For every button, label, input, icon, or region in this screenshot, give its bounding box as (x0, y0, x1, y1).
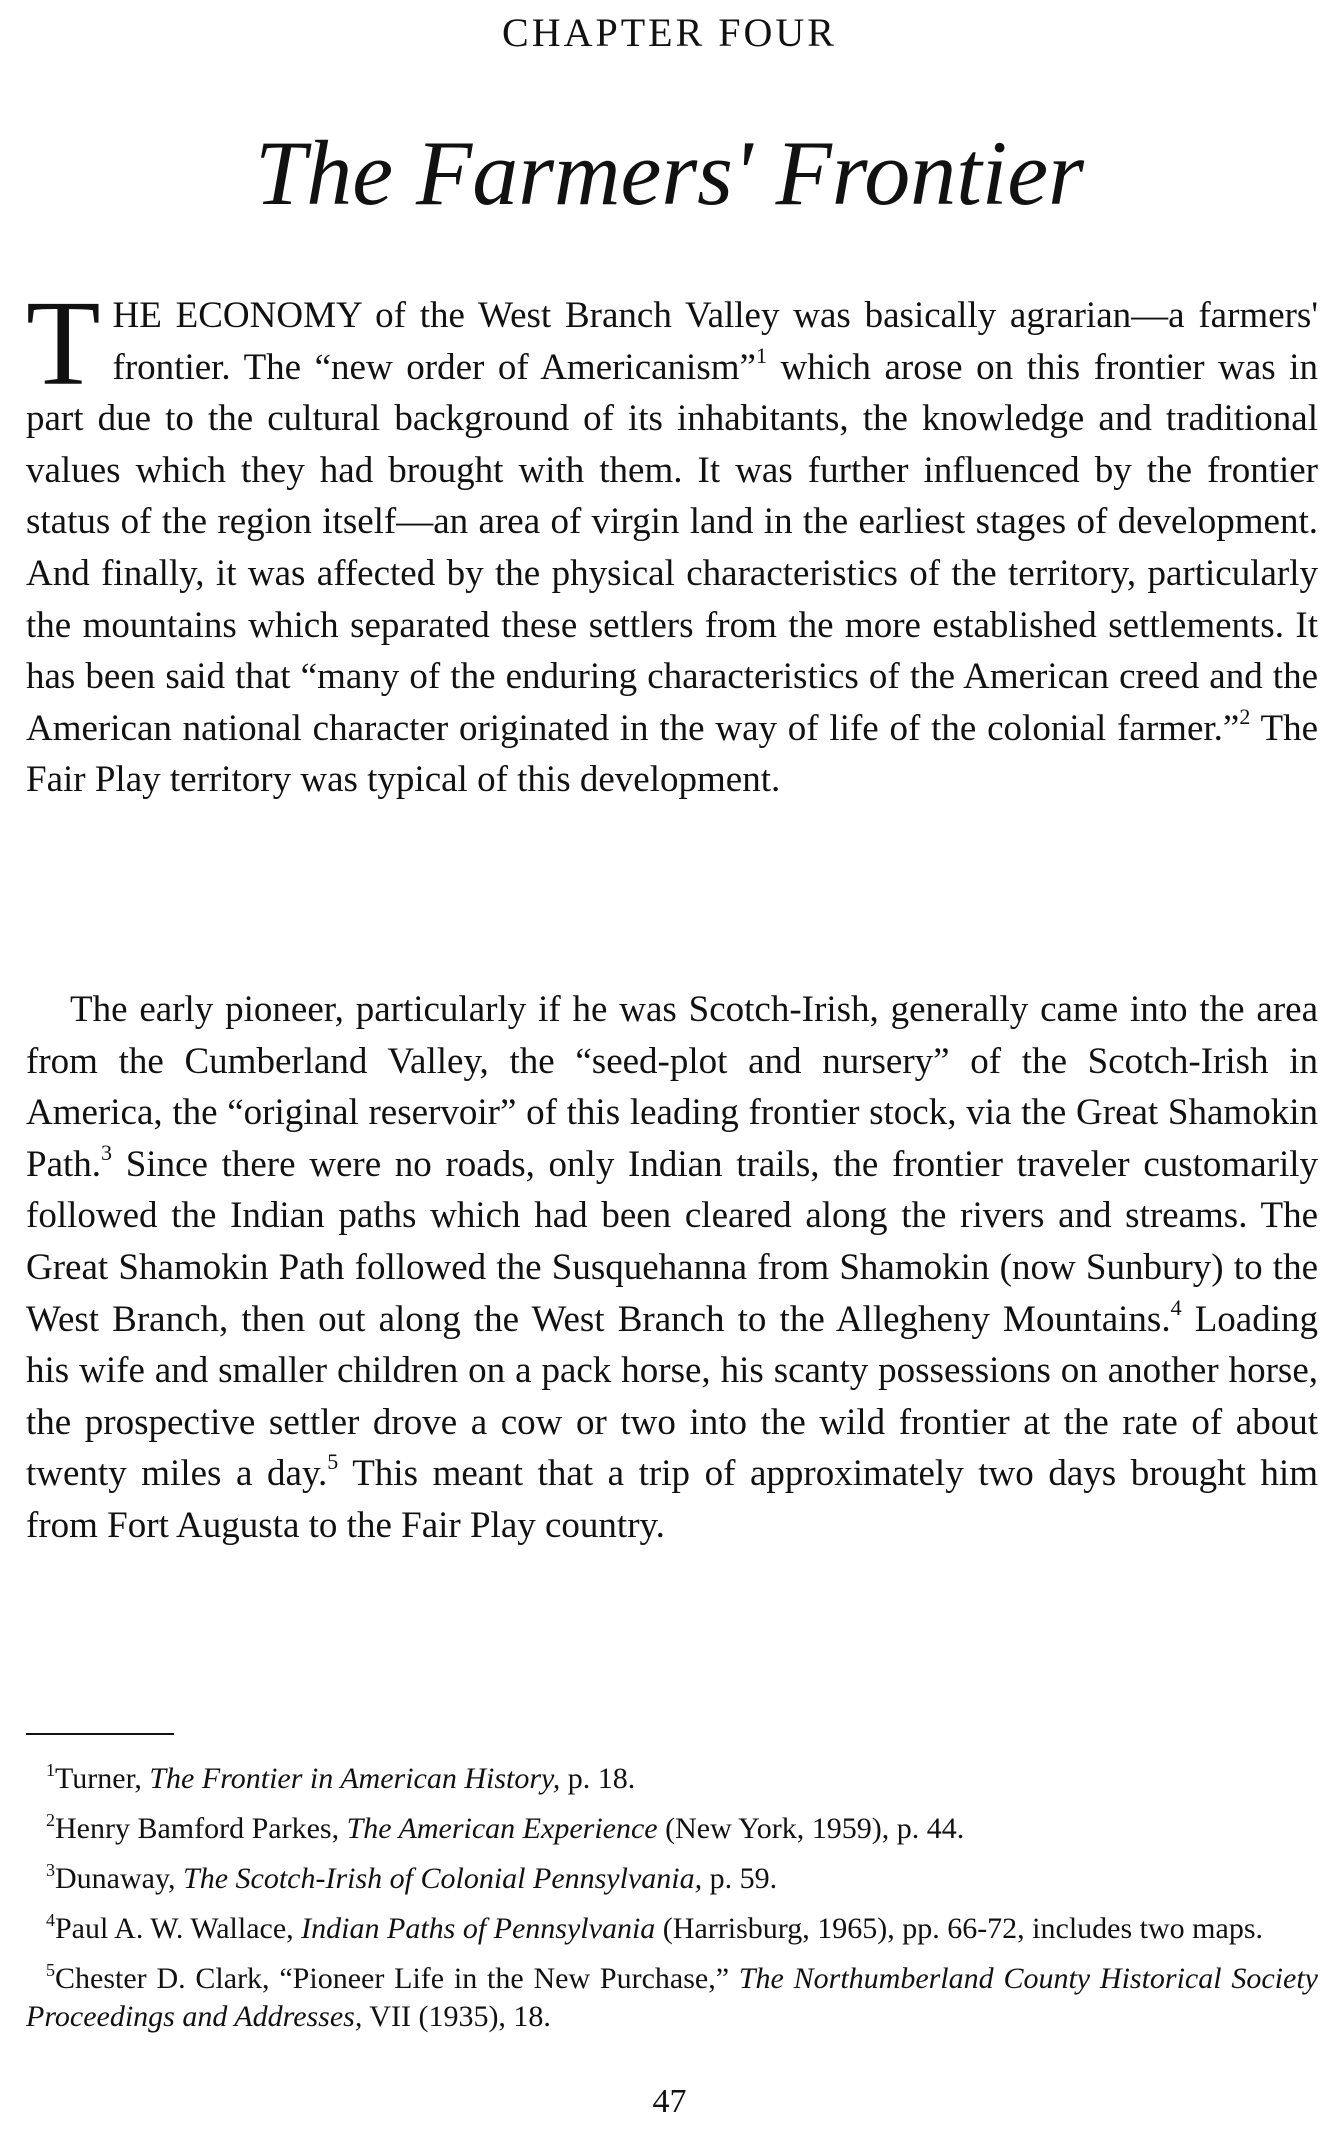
footnote-divider (26, 1733, 174, 1735)
footnote (26, 1860, 1318, 1898)
footnote-text-post: (New York, 1959), p. 44. (657, 1812, 965, 1845)
paragraph-1-text-b: which arose on this frontier was in part due to the cultural background of its inhabitants, the knowledge and traditional values which they had brought with them. It was further influenced by the frontier status of the region itself—an area of virgin land in the earliest stages of development. And finally, it was affected by the physical characteristics of the territory, particularly the mountains which separated these settlers from the more established settlements. It has been said that “many of the enduring characteristics of the American creed and the American national character originated in the way of life of the colonial farmer.” (26, 346, 1319, 749)
footnote-number: 5 (46, 1960, 55, 1980)
footnote-title: The American Experience (346, 1812, 658, 1845)
footnote-number: 1 (46, 1760, 55, 1780)
footnote-ref-4: 4 (1170, 1294, 1182, 1320)
footnote-title: Indian Paths of Pennsylvania (301, 1912, 656, 1945)
chapter-title: The Farmers' Frontier (255, 122, 1084, 224)
footnote-number: 3 (46, 1860, 55, 1880)
footnote-number: 4 (46, 1910, 55, 1930)
footnote (26, 1910, 1318, 1948)
footnote-text-post: (Harrisburg, 1965), pp. 66-72, includes two maps. (655, 1912, 1263, 1945)
footnote-text-pre: Dunaway, (55, 1862, 184, 1895)
footnote-title: The Northumberland County Historical Society Proceedings and Addresses, (26, 1962, 1318, 2033)
footnote-title: The Scotch-Irish of Colonial Pennsylvania, (183, 1862, 703, 1895)
footnote-text-pre: Turner, (55, 1762, 150, 1795)
paragraph-2-text-b: Since there were no roads, only Indian trails, the frontier traveler customarily followed the Indian paths which had been cleared along the rivers and streams. The Great Shamokin Path followed the Susquehanna from Shamokin (now Sunbury) to the West Branch, then out along the West Branch to the Allegheny Mountains. (26, 1143, 1318, 1340)
chapter-label: CHAPTER FOUR (502, 10, 837, 55)
footnote-text-pre: Henry Bamford Parkes, (55, 1812, 347, 1845)
footnote-text-post: p. 59. (702, 1862, 778, 1895)
paragraph-2-text-d: This meant that a trip of approximately two days brought him from Fort Augusta to the Fair Play country. (26, 1453, 1318, 1546)
footnotes (26, 1760, 1318, 2048)
footnote-number: 2 (46, 1810, 55, 1830)
footnote-title: The Frontier in American History, (149, 1762, 561, 1795)
footnote-ref-2: 2 (1239, 703, 1251, 729)
footnote-ref-1: 1 (755, 342, 767, 368)
footnote-ref-3: 3 (101, 1139, 113, 1165)
paragraph-1 (26, 276, 1319, 806)
footnote (26, 1760, 1318, 1798)
footnote (26, 1960, 1318, 2036)
drop-cap: T (26, 276, 101, 411)
footnote-text-post: p. 18. (560, 1762, 636, 1795)
paragraph-2-text-c: Loading his wife and smaller children on a pack horse, his scanty possessions on another horse, the prospective settler drove a cow or two into the wild frontier at the rate of about twenty miles a day. (26, 1298, 1318, 1495)
footnote-text-post: VII (1935), 18. (362, 2000, 551, 2033)
paragraph-2 (26, 984, 1318, 1552)
footnote-ref-5: 5 (327, 1449, 339, 1475)
footnote-text-pre: Paul A. W. Wallace, (55, 1912, 302, 1945)
footnote (26, 1810, 1318, 1848)
page-number: 47 (652, 2083, 687, 2120)
paragraph-2-text-a: The early pioneer, particularly if he was Scotch-Irish, generally came into the area from the Cumberland Valley, the “seed-plot and nursery” of the Scotch-Irish in America, the “original reservoir” of this leading frontier stock, via the Great Shamokin Path. (26, 989, 1318, 1185)
paragraph-1-text-c: The Fair Play territory was typical of this development. (26, 707, 1318, 801)
paragraph-1-text-a: HE ECONOMY of the West Branch Valley was basically agrarian—a farmers' frontier. The “new order of Americanism” (112, 295, 1318, 388)
footnote-text-pre: Chester D. Clark, “Pioneer Life in the New Purchase,” (55, 1962, 739, 1995)
